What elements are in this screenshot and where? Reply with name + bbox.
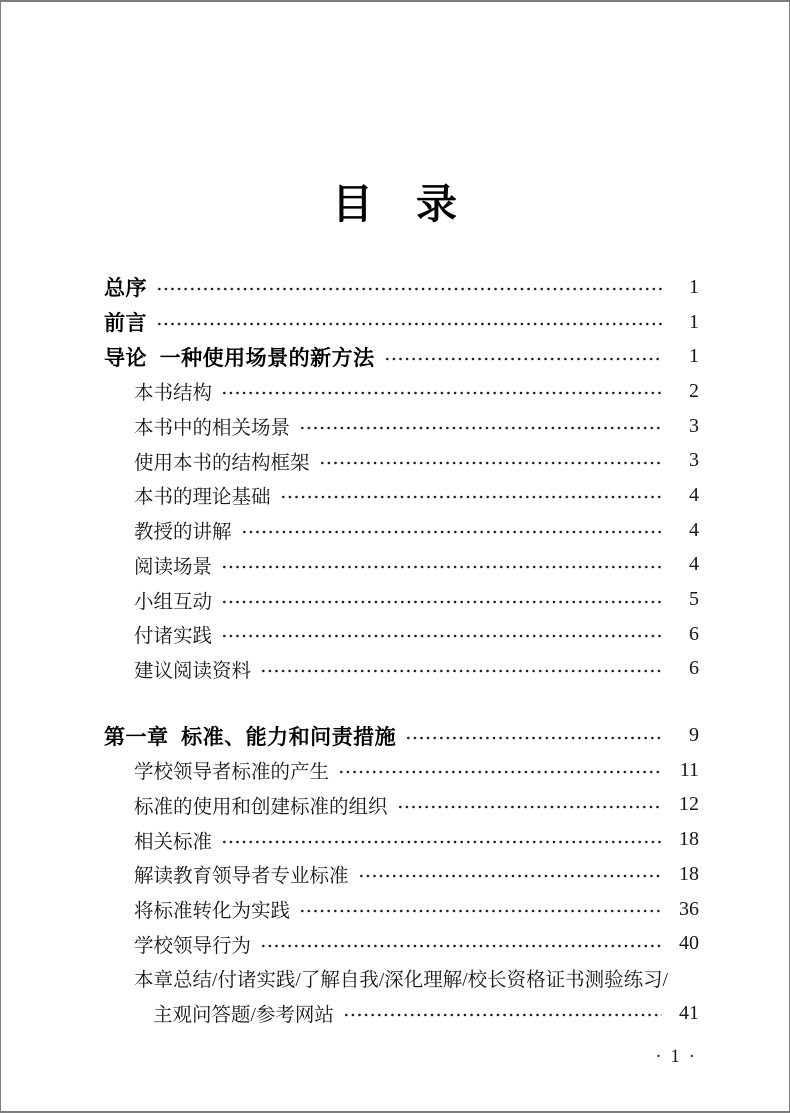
entry-page-number: 41 [679, 1001, 699, 1024]
toc-entry [134, 409, 699, 444]
entry-page-number: 36 [679, 897, 699, 920]
dot-leader [221, 822, 662, 857]
toc-entry [134, 788, 699, 823]
toc-entry [134, 892, 699, 927]
dot-leader [299, 409, 662, 444]
entry-page-number: 6 [689, 657, 699, 680]
entry-label: 本书的理论基础 [134, 487, 271, 509]
entry-page-number: 4 [689, 518, 699, 541]
toc-entry [134, 926, 699, 961]
section-gap [104, 686, 699, 718]
entry-label: 付诸实践 [134, 626, 213, 648]
entry-label: 学校领导者标准的产生 [134, 762, 330, 784]
entry-page-number: 2 [689, 379, 699, 402]
entry-label: 本书结构 [134, 383, 213, 405]
toc-entry [134, 652, 699, 687]
toc-entry [134, 478, 699, 513]
entry-page-number: 18 [679, 828, 699, 851]
dot-leader [343, 996, 662, 1031]
toc-entry [134, 582, 699, 617]
dot-leader [221, 374, 662, 409]
dot-leader [280, 478, 662, 513]
entry-page-number: 12 [679, 793, 699, 816]
toc-entry [104, 305, 699, 340]
entry-label: 总序 [104, 277, 147, 301]
dot-leader [397, 788, 662, 823]
dot-leader [221, 617, 662, 652]
entry-page-number: 1 [689, 275, 699, 298]
entry-label: 导论 一种使用场景的新方法 [104, 346, 375, 370]
entry-label: 使用本书的结构框架 [134, 452, 310, 474]
entry-label: 前言 [104, 312, 147, 336]
entry-label: 建议阅读资料 [134, 660, 252, 682]
toc-entry [153, 996, 699, 1031]
toc-entry [104, 718, 699, 753]
entry-page-number: 4 [689, 483, 699, 506]
entry-page-number: 4 [689, 553, 699, 576]
entry-label: 标准的使用和创建标准的组织 [134, 796, 388, 818]
toc-entry [134, 857, 699, 892]
dot-leader [319, 443, 662, 478]
dot-leader [221, 582, 662, 617]
dot-leader [299, 892, 662, 927]
entry-page-number: 18 [679, 862, 699, 885]
dot-leader [384, 339, 662, 374]
entry-page-number: 1 [689, 310, 699, 333]
entry-page-number: 11 [679, 758, 699, 781]
toc-entry [134, 617, 699, 652]
dot-leader [260, 652, 662, 687]
folio-page-number: · 1 · [655, 1046, 697, 1067]
toc-entry [134, 548, 699, 583]
entry-page-number: 9 [689, 724, 699, 747]
dot-leader [156, 305, 662, 340]
toc-list [104, 270, 699, 1030]
toc-entry [134, 961, 699, 996]
entry-label: 主观问答题/参考网站 [153, 1005, 334, 1027]
toc-entry [134, 443, 699, 478]
entry-label: 第一章 标准、能力和问责措施 [104, 725, 397, 749]
toc-entry [104, 270, 699, 305]
entry-label: 小组互动 [134, 591, 213, 613]
entry-page-number: 3 [689, 414, 699, 437]
dot-leader [221, 548, 662, 583]
dot-leader [260, 926, 662, 961]
dot-leader [241, 513, 662, 548]
toc-entry [134, 374, 699, 409]
entry-label: 解读教育领导者专业标准 [134, 866, 349, 888]
entry-label: 本章总结/付诸实践/了解自我/深化理解/校长资格证书测验练习/ [134, 970, 669, 992]
toc-entry [104, 339, 699, 374]
entry-page-number: 6 [689, 622, 699, 645]
entry-page-number: 3 [689, 449, 699, 472]
dot-leader [156, 270, 662, 305]
toc-title: 目 录 [332, 181, 458, 227]
entry-label: 本书中的相关场景 [134, 418, 291, 440]
entry-page-number: 5 [689, 588, 699, 611]
entry-label: 相关标准 [134, 831, 213, 853]
toc-entry [134, 513, 699, 548]
toc-entry [134, 822, 699, 857]
entry-page-number: 1 [689, 345, 699, 368]
entry-label: 教授的讲解 [134, 522, 232, 544]
dot-leader [405, 718, 662, 753]
toc-entry [134, 753, 699, 788]
entry-page-number: 40 [679, 932, 699, 955]
entry-label: 学校领导行为 [134, 935, 252, 957]
dot-leader [338, 753, 662, 788]
dot-leader [358, 857, 662, 892]
entry-label: 阅读场景 [134, 556, 213, 578]
entry-label: 将标准转化为实践 [134, 901, 291, 923]
